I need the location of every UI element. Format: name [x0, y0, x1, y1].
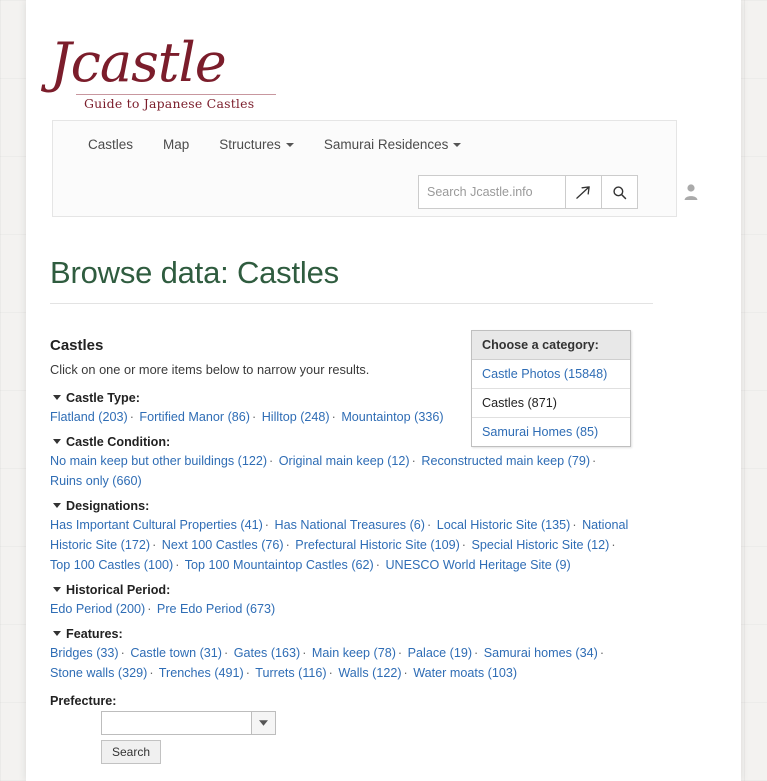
facet-link[interactable]: Flatland (203): [50, 410, 128, 424]
facet-link[interactable]: Hilltop (248): [261, 410, 330, 424]
facet-link[interactable]: Samurai homes (34): [483, 646, 598, 660]
nav-item-samurai-residences[interactable]: [309, 131, 477, 158]
facet-link[interactable]: Palace (19): [407, 646, 473, 660]
facet-title[interactable]: [50, 627, 635, 641]
section-heading: Castles: [50, 337, 104, 354]
nav-item-label: Samurai Residences: [323, 136, 449, 152]
chevron-down-glyph: [259, 720, 268, 726]
facet-links: Edo Period (200) · Pre Edo Period (673): [50, 602, 276, 616]
logo-underline: [76, 94, 276, 95]
facet-link[interactable]: Next 100 Castles (76): [161, 538, 284, 552]
nav-item-castles[interactable]: [73, 131, 148, 158]
facet-link[interactable]: Water moats (103): [413, 666, 518, 680]
facet-link[interactable]: No main keep but other buildings (122): [50, 454, 268, 468]
facet-link[interactable]: Gates (163): [233, 646, 301, 660]
triangle-down-icon: [53, 631, 61, 636]
facet-link[interactable]: Stone walls (329): [50, 666, 148, 680]
facet-link[interactable]: Main keep (78): [311, 646, 396, 660]
logo-tagline: Guide to Japanese Castles: [84, 96, 255, 111]
user-icon: [683, 183, 699, 201]
facet-link[interactable]: Original main keep (12): [278, 454, 410, 468]
search-input[interactable]: [418, 175, 566, 209]
logo-wordmark: Jcastle: [50, 31, 226, 94]
facet-link[interactable]: Edo Period (200): [50, 602, 146, 616]
facet-link[interactable]: Reconstructed main keep (79): [421, 454, 591, 468]
chevron-down-icon[interactable]: [251, 712, 275, 734]
search-group: [418, 175, 638, 209]
facet-link[interactable]: Has Important Cultural Properties (41): [50, 518, 263, 532]
chevron-down-icon: [286, 143, 294, 147]
facet-features: [50, 627, 635, 683]
triangle-down-icon: [53, 503, 61, 508]
facet-links: Has Important Cultural Properties (41) · Has National Treasures (6) · Local Historic Site (135) · National Historic Site (172) · Next 100 Castles (76) · Prefectural Historic Site (109) · Special Historic Site (12) · Top 100 Castles (100) · Top 100 Mountaintop Castles (62) · UNESCO World Heritage Site (9): [50, 518, 629, 572]
facet-link[interactable]: Top 100 Mountaintop Castles (62): [184, 558, 374, 572]
facet-historical-period: [50, 583, 635, 619]
facet-link[interactable]: Top 100 Castles (100): [50, 558, 174, 572]
triangle-down-icon: [53, 439, 61, 444]
facet-link[interactable]: Trenches (491): [158, 666, 244, 680]
page-title: Browse data: Castles: [50, 255, 339, 290]
facet-link[interactable]: Castle town (31): [130, 646, 223, 660]
facet-title[interactable]: [50, 583, 635, 597]
facet-link[interactable]: Special Historic Site (12): [471, 538, 610, 552]
nav-item-label: Castles: [88, 136, 134, 152]
category-item-castle-photos[interactable]: Castle Photos (15848): [472, 360, 630, 389]
facet-designations: [50, 499, 635, 575]
facet-title-label: Designations:: [66, 499, 150, 513]
facet-link[interactable]: Pre Edo Period (673): [156, 602, 276, 616]
navbar: [52, 120, 677, 217]
category-item-castles: Castles (871): [472, 389, 630, 418]
prefecture-select[interactable]: [101, 711, 276, 735]
category-box: [471, 330, 631, 447]
search-go-button[interactable]: [566, 175, 602, 209]
facet-link[interactable]: Ruins only (660): [50, 474, 142, 488]
nav-items: [53, 121, 476, 167]
facet-title-label: Historical Period:: [66, 583, 171, 597]
facet-link[interactable]: Local Historic Site (135): [436, 518, 571, 532]
arrow-icon: [576, 185, 591, 200]
section-description: Click on one or more items below to narrow your results.: [50, 362, 370, 377]
facet-link[interactable]: Turrets (116): [255, 666, 327, 680]
prefecture-label: Prefecture:: [50, 694, 117, 708]
chevron-down-icon: [453, 143, 461, 147]
facet-links: No main keep but other buildings (122) · Original main keep (12) · Reconstructed main keep (79) · Ruins only (660): [50, 454, 597, 488]
nav-item-structures[interactable]: [204, 131, 309, 158]
site-logo[interactable]: [50, 28, 290, 116]
user-account-icon[interactable]: [683, 183, 699, 201]
facet-links: Flatland (203) · Fortified Manor (86) · Hilltop (248) · Mountaintop (336): [50, 410, 444, 424]
search-icon: [612, 185, 627, 200]
facet-link[interactable]: Fortified Manor (86): [139, 410, 250, 424]
facet-title[interactable]: [50, 499, 635, 513]
facet-link[interactable]: Bridges (33): [50, 646, 119, 660]
category-item-samurai-homes[interactable]: Samurai Homes (85): [482, 425, 599, 439]
facet-link[interactable]: Walls (122): [338, 666, 402, 680]
category-box-heading: Choose a category:: [472, 331, 630, 360]
search-row: [53, 173, 676, 218]
nav-item-label: Map: [163, 136, 190, 152]
facet-link[interactable]: Prefectural Historic Site (109): [295, 538, 460, 552]
triangle-down-icon: [53, 587, 61, 592]
page-content: [26, 0, 741, 781]
triangle-down-icon: [53, 395, 61, 400]
nav-item-map[interactable]: [148, 131, 204, 158]
facet-link[interactable]: National Historic Site (172): [50, 518, 629, 552]
facet-link[interactable]: UNESCO World Heritage Site (9): [385, 558, 571, 572]
facet-links: Bridges (33) · Castle town (31) · Gates (163) · Main keep (78) · Palace (19) · Samurai homes (34) · Stone walls (329) · Trenches (491) · Turrets (116) · Walls (122) · Water moats (103): [50, 646, 605, 680]
title-divider: [50, 303, 653, 304]
facet-title-label: Castle Condition:: [66, 435, 171, 449]
search-submit-icon-button[interactable]: [602, 175, 638, 209]
facet-title-label: Features:: [66, 627, 123, 641]
facet-link[interactable]: Mountaintop (336): [341, 410, 444, 424]
facet-link[interactable]: Has National Treasures (6): [274, 518, 425, 532]
search-button[interactable]: Search: [101, 740, 161, 764]
nav-item-label: Structures: [219, 136, 281, 152]
facet-title-label: Castle Type:: [66, 391, 140, 405]
